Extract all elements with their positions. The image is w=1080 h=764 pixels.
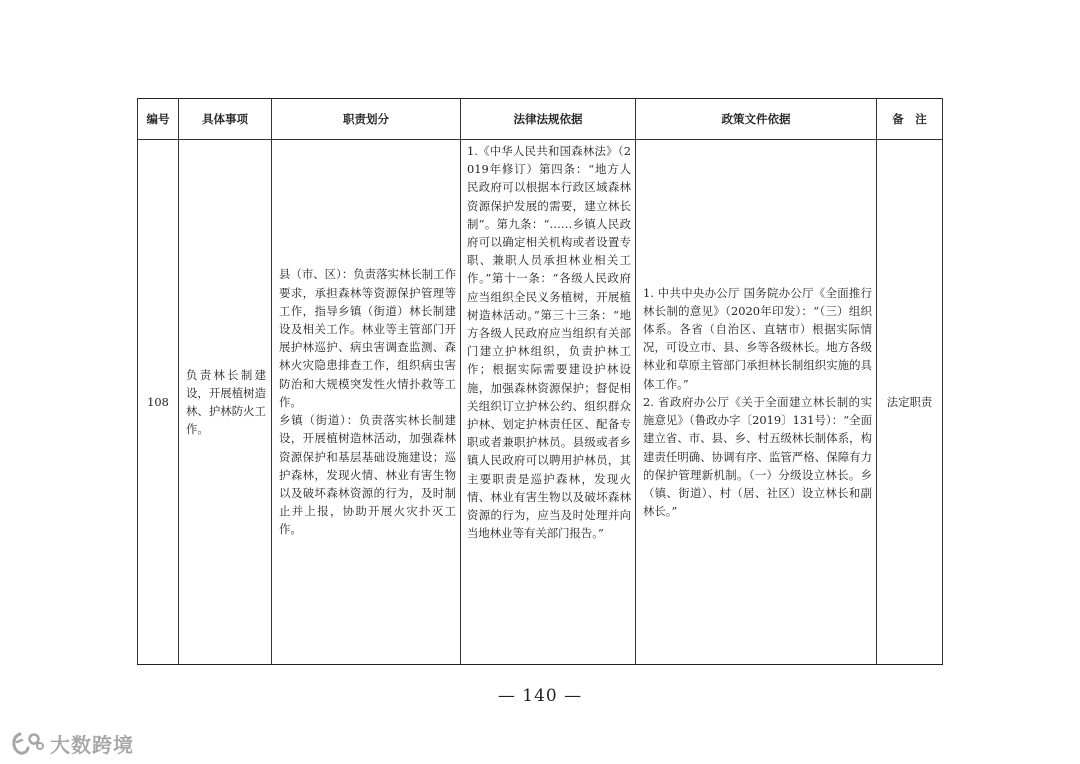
header-num: 编号 (138, 99, 179, 140)
brand-logo-icon (10, 730, 46, 758)
cell-duty (272, 140, 461, 665)
header-item: 具体事项 (179, 99, 272, 140)
watermark-text: 大数跨境 (50, 733, 134, 757)
watermark (10, 729, 134, 758)
note-text: 法定职责 (886, 394, 933, 409)
header-note: 备 注 (877, 99, 943, 140)
cell-note (877, 140, 943, 665)
cell-item (179, 140, 272, 665)
header-law: 法律法规依据 (461, 99, 636, 140)
cell-num (138, 140, 179, 665)
row-number: 108 (147, 394, 169, 409)
responsibility-table (137, 98, 943, 665)
item-text: 负责林长制建设，开展植树造林、护林防火工作。 (186, 367, 266, 437)
policy-text: 1. 中共中央办公厅 国务院办公厅《全面推行林长制的意见》（2020年印发）：“（三）组织体系。各省（自治区、直辖市）根据实际情况，可设立市、县、乡等各级林长。地方各级林业和草原主管部门承担林长制组织实施的具体工作。” 2. 省政府办公厅《关于全面建立林长制的实施意见》（鲁政办字〔2019〕131号）：“全面建立省、市、县、乡、村五级林长制体系，构建责任明确、协调有序、监管严格、保障有力的保护管理新机制。（一）分级设立林长。乡（镇、街道）、村（居、社区）设立林长和副林长。” (643, 285, 872, 519)
table-header-row (138, 99, 943, 140)
page-number: — 140 — (497, 686, 583, 706)
cell-law (461, 140, 636, 665)
header-policy: 政策文件依据 (636, 99, 877, 140)
law-text: 1.《中华人民共和国森林法》（2019年修订）第四条：“地方人民政府可以根据本行政区域森林资源保护发展的需要，建立林长制”。第九条：“……乡镇人民政府可以确定相关机构或者设置专职、兼职人员承担林业相关工作。”第十一条：“各级人民政府应当组织全民义务植树，开展植树造林活动。”第三十三条：“地方各级人民政府应当组织有关部门建立护林组织，负责护林工作；根据实际需要建设护林设施，加强森林资源保护；督促相关组织订立护林公约、组织群众护林、划定护林责任区、配备专职或者兼职护林员。县级或者乡镇人民政府可以聘用护林员，其主要职责是巡护森林，发现火情、林业有害生物以及破坏森林资源的行为，应当及时处理并向当地林业等有关部门报告。” (467, 144, 631, 541)
header-duty: 职责划分 (272, 99, 461, 140)
duty-text: 县（市、区）：负责落实林长制工作要求，承担森林等资源保护管理等工作，指导乡镇（街道）林长制建设及相关工作。林业等主管部门开展护林巡护、病虫害调查监测、森林火灾隐患排查工作，组织病虫害防治和大规模突发性火情扑救等工作。 乡镇（街道）：负责落实林长制建设，开展植树造林活动，加强森林资源保护和基层基础设施建设；巡护森林，发现火情、林业有害生物以及破坏森林资源的行为，及时制止并上报，协助开展火灾扑灭工作。 (279, 267, 456, 537)
table-row (138, 140, 943, 665)
cell-policy (636, 140, 877, 665)
